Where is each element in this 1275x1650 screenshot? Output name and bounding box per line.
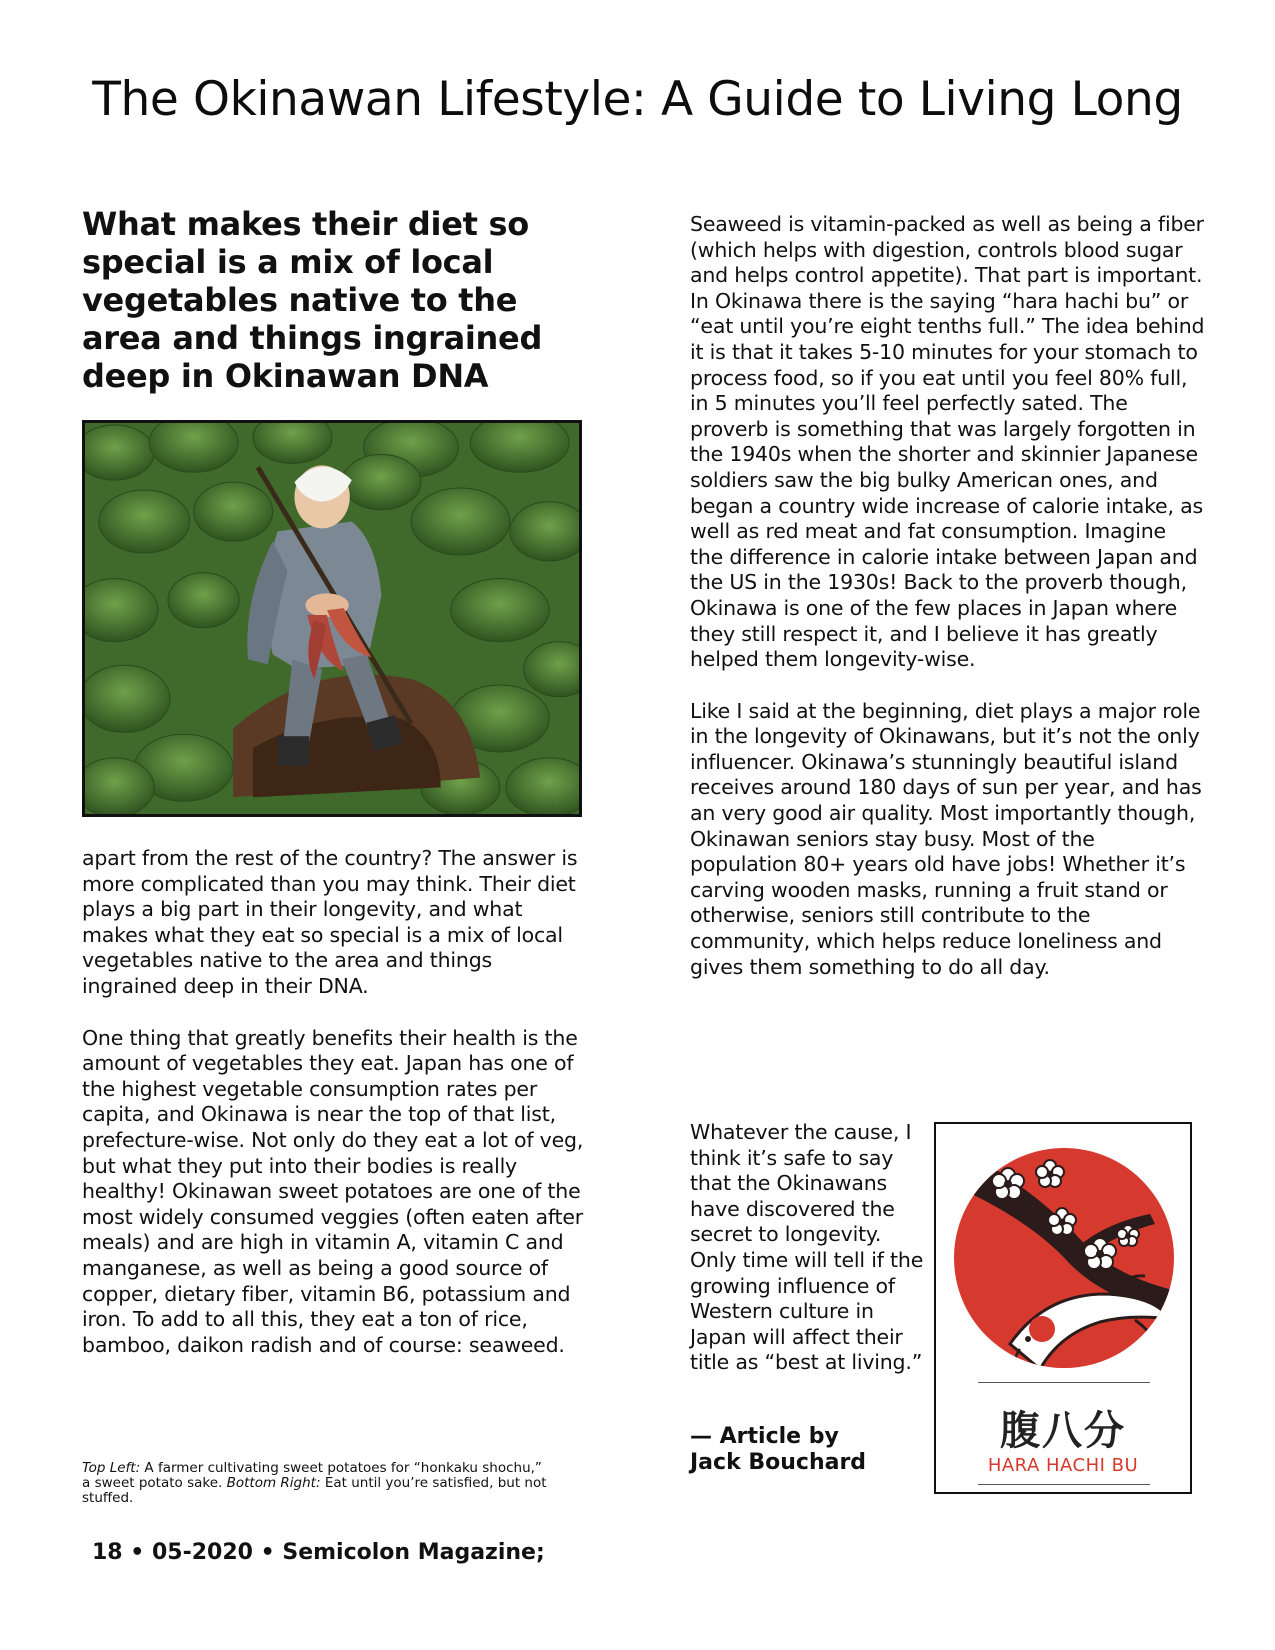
caption-label: Top Left: <box>82 1460 141 1476</box>
body-paragraph: Whatever the cause, I think it’s safe to say that the Okinawans have discovered the secret to longevity. Only time will tell if the growing influence of Western culture in Japan will affect their title as “best at living.” <box>690 1120 924 1375</box>
farmer-photo-icon <box>85 423 579 814</box>
left-column-header <box>82 205 592 395</box>
closing-paragraph <box>690 1120 930 1376</box>
byline-label: — Article by <box>690 1424 839 1449</box>
farmer-photo <box>82 420 582 817</box>
body-paragraph: Seaweed is vitamin-packed as well as being a fiber (which helps with digestion, controls blood sugar and helps control appetite). That part is important. In Okinawa there is the saying “hara hachi bu” or “eat until you’re eight tenths full.” The idea behind it is that it takes 5-10 minutes for your stomach to process food, so if you eat until you feel 80% full, in 5 minutes you’ll feel perfectly sated. The proverb is something that was largely forgotten in the 1940s when the shorter and skinnier Japanese soldiers saw the big bulky American ones, and began a country wide increase of calorie intake, as well as red meat and fat consumption. Imagine the difference in calorie intake between Japan and the US in the 1930s! Back to the proverb though, Okinawa is one of the few places in Japan where they still respect it, and I believe it has greatly helped them longevity-wise. <box>690 212 1205 672</box>
caption-label: Bottom Right: <box>226 1475 321 1491</box>
body-paragraph: apart from the rest of the country? The answer is more complicated than you may think. Their diet plays a big part in their longevity, and what makes what they eat so special is a mix of local vegetables native to the area and things ingrained deep in their DNA. <box>82 846 578 998</box>
photo-caption <box>82 1461 552 1506</box>
page-title: The Okinawan Lifestyle: A Guide to Living Long <box>92 72 1183 127</box>
logo-divider <box>978 1484 1150 1485</box>
logo-divider <box>978 1382 1150 1383</box>
caption-text: Eat until you’re satisfied, but not stuffed. <box>82 1475 547 1506</box>
hara-hachi-bu-logo <box>934 1122 1192 1494</box>
koi-blossom-seal-icon <box>950 1144 1178 1372</box>
body-paragraph: One thing that greatly benefits their health is the amount of vegetables they eat. Japan has one of the highest vegetable consumption rates per capita, and Okinawa is near the top of that list, prefecture-wise. Not only do they eat a lot of veg, but what they put into their bodies is really healthy! Okinawan sweet potatoes are one of the most widely consumed veggies (often eaten after meals) and are high in vitamin A, vitamin C and manganese, as well as being a good source of copper, dietary fiber, vitamin B6, potassium and iron. To add to all this, they eat a ton of rice, bamboo, daikon radish and of course: seaweed. <box>82 1025 584 1357</box>
kanji-text: 腹八分 <box>1000 1408 1126 1454</box>
author-name: Jack Bouchard <box>690 1450 867 1475</box>
body-paragraph: Like I said at the beginning, diet plays a major role in the longevity of Okinawans, but it’s not the only influencer. Okinawa’s stunningly beautiful island receives around 180 days of sun per year, and has an very good air quality. Most importantly though, Okinawan seniors stay busy. Most of the population 80+ years old have jobs! Whether it’s carving wooden masks, running a fruit stand or otherwise, seniors still contribute to the community, which helps reduce loneliness and gives them something to do all day. <box>690 698 1202 979</box>
caption-text: A farmer cultivating sweet potatoes for “honkaku shochu,” a sweet potato sake. <box>82 1460 542 1491</box>
right-column <box>690 212 1205 1006</box>
pull-quote: What makes their diet so special is a mix of local vegetables native to the area and things ingrained deep in Okinawan DNA <box>82 205 543 395</box>
page-footer: 18 • 05-2020 • Semicolon Magazine; <box>92 1540 545 1565</box>
byline <box>690 1424 866 1476</box>
hara-hachi-bu-label: HARA HACHI BU <box>987 1455 1139 1476</box>
left-column-body <box>82 846 592 1384</box>
